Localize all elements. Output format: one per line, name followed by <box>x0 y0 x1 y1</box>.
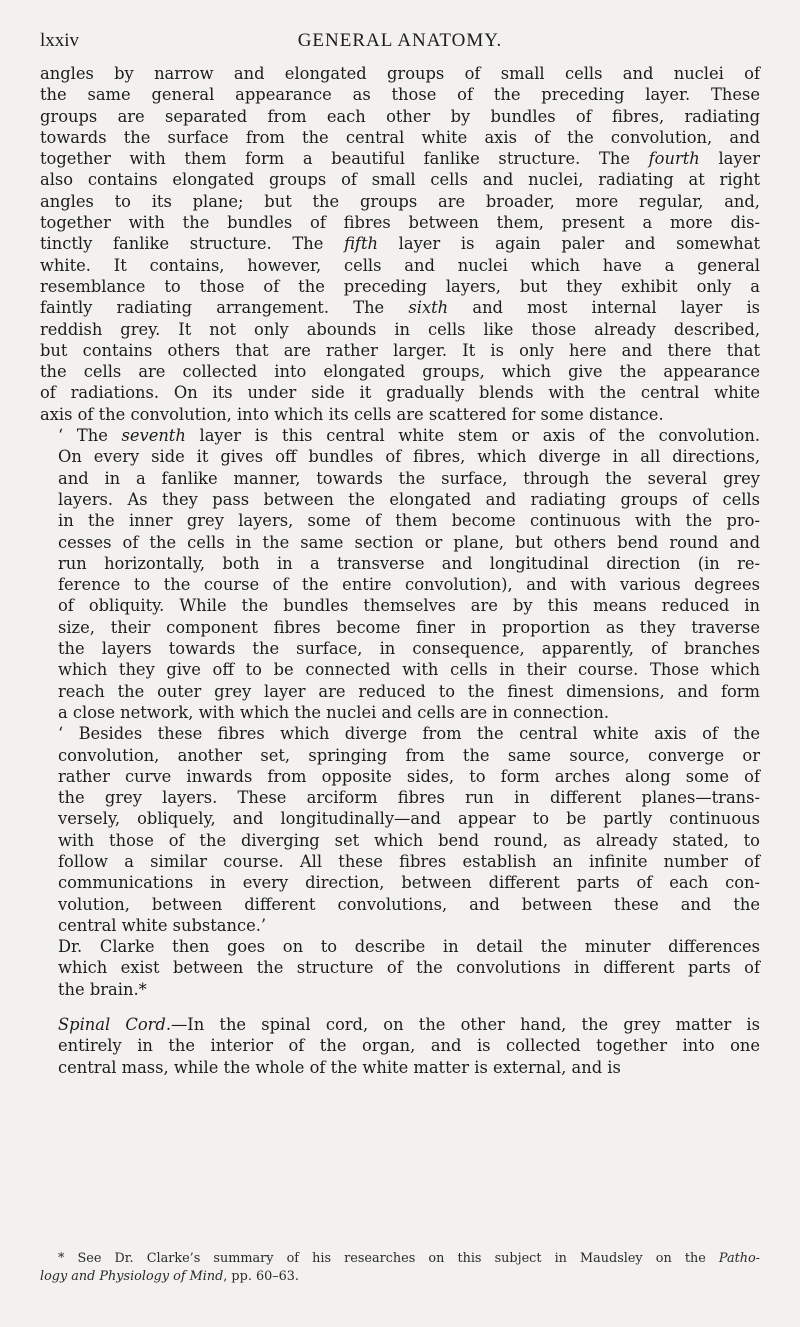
text-line: and in a fanlike manner, towards the surface, through the several grey <box>58 468 760 488</box>
text-line: which exist between the structure of the convolutions in different parts of <box>58 958 760 978</box>
text-line: ‘ The seventh layer is this central white stem or axis of the convolution. <box>58 426 760 446</box>
body-text <box>40 63 760 1078</box>
text-line: tinctly fanlike structure. The fifth layer is again paler and somewhat <box>40 234 760 254</box>
text-line: size, their component fibres become finer in proportion as they traverse <box>58 617 760 637</box>
text-line: angles by narrow and elongated groups of small cells and nuclei of <box>40 64 760 83</box>
text-line: the grey layers. These arciform fibres run in different planes—trans- <box>58 788 760 808</box>
text-line: a close network, with which the nuclei and cells are in connection. <box>58 702 610 722</box>
text-line: towards the surface from the central white axis of the convolution, and <box>40 127 760 147</box>
text-line: together with them form a beautiful fanlike structure. The fourth layer <box>40 149 760 169</box>
text-line: but contains others that are rather larger. It is only here and there that <box>40 340 760 360</box>
text-line: angles to its plane; but the groups are broader, more regular, and, <box>40 191 760 211</box>
text-line: convolution, another set, springing from the same source, converge or <box>58 745 760 765</box>
text-line: communications in every direction, between different parts of each con- <box>58 873 760 893</box>
text-line: of obliquity. While the bundles themselves are by this means reduced in <box>58 596 760 616</box>
footnote-line: * See Dr. Clarke’s summary of his researches on this subject in Maudsley on the Patho- <box>58 1251 760 1266</box>
text-line: axis of the convolution, into which its cells are scattered for some distance. <box>40 404 664 424</box>
text-line: reach the outer grey layer are reduced to the finest dimensions, and form <box>58 681 760 701</box>
text-line: reddish grey. It not only abounds in cells like those already described, <box>40 319 760 339</box>
text-line: layers. As they pass between the elongated and radiating groups of cells <box>58 489 760 509</box>
text-line: Dr. Clarke then goes on to describe in detail the minuter differences <box>58 937 760 957</box>
text-line: the same general appearance as those of the preceding layer. These <box>40 85 760 105</box>
running-title: GENERAL ANATOMY. <box>297 30 503 51</box>
paragraph-arciform-fibres <box>40 723 760 936</box>
text-line: the layers towards the surface, in consequence, apparently, of branches <box>58 639 760 659</box>
text-line: rather curve inwards from opposite sides, to form arches along some of <box>58 766 760 786</box>
page-number: lxxiv <box>40 30 80 51</box>
text-line: in the inner grey layers, some of them become continuous with the pro- <box>58 511 760 531</box>
text-line: the brain.* <box>58 979 147 999</box>
text-line: the cells are collected into elongated groups, which give the appearance <box>40 362 760 382</box>
page-header <box>40 30 760 58</box>
footnote <box>40 1250 760 1286</box>
text-line: entirely in the interior of the organ, and is collected together into one <box>58 1036 760 1056</box>
text-line: also contains elongated groups of small cells and nuclei, radiating at right <box>40 170 760 190</box>
text-line: ference to the course of the entire convolution), and with various degrees <box>58 575 760 595</box>
text-line: On every side it gives off bundles of fibres, which diverge in all directions, <box>58 447 760 467</box>
paragraph-dr-clarke <box>40 936 760 1000</box>
text-line: follow a similar course. All these fibres establish an infinite number of <box>58 851 760 871</box>
paragraph-layers <box>40 63 760 425</box>
text-line: resemblance to those of the preceding layers, but they exhibit only a <box>40 276 760 296</box>
text-line: together with the bundles of fibres between them, present a more dis- <box>40 213 760 233</box>
text-line: Spinal Cord.—In the spinal cord, on the other hand, the grey matter is <box>58 1015 760 1035</box>
text-line: which they give off to be connected with cells in their course. Those which <box>58 660 760 680</box>
text-line: run horizontally, both in a transverse and longitudinal direction (in re- <box>58 553 760 573</box>
text-line: volution, between different convolutions, and between these and the <box>58 894 760 914</box>
paragraph-seventh-layer <box>40 425 760 723</box>
text-line: central mass, while the whole of the white matter is external, and is <box>58 1057 621 1077</box>
text-line: ‘ Besides these fibres which diverge from the central white axis of the <box>58 724 760 744</box>
text-line: faintly radiating arrangement. The sixth and most internal layer is <box>40 298 760 318</box>
text-line: white. It contains, however, cells and nuclei which have a general <box>40 255 760 275</box>
text-line: of radiations. On its under side it gradually blends with the central white <box>40 383 760 403</box>
text-line: with those of the diverging set which bend round, as already stated, to <box>58 830 760 850</box>
text-line: cesses of the cells in the same section or plane, but others bend round and <box>58 532 760 552</box>
text-line: groups are separated from each other by bundles of fibres, radiating <box>40 106 760 126</box>
footnote-line: logy and Physiology of Mind, pp. 60–63. <box>40 1269 299 1284</box>
text-line: central white substance.’ <box>58 915 267 935</box>
text-line: versely, obliquely, and longitudinally—and appear to be partly continuous <box>58 809 760 829</box>
paragraph-spinal-cord <box>40 1014 760 1078</box>
